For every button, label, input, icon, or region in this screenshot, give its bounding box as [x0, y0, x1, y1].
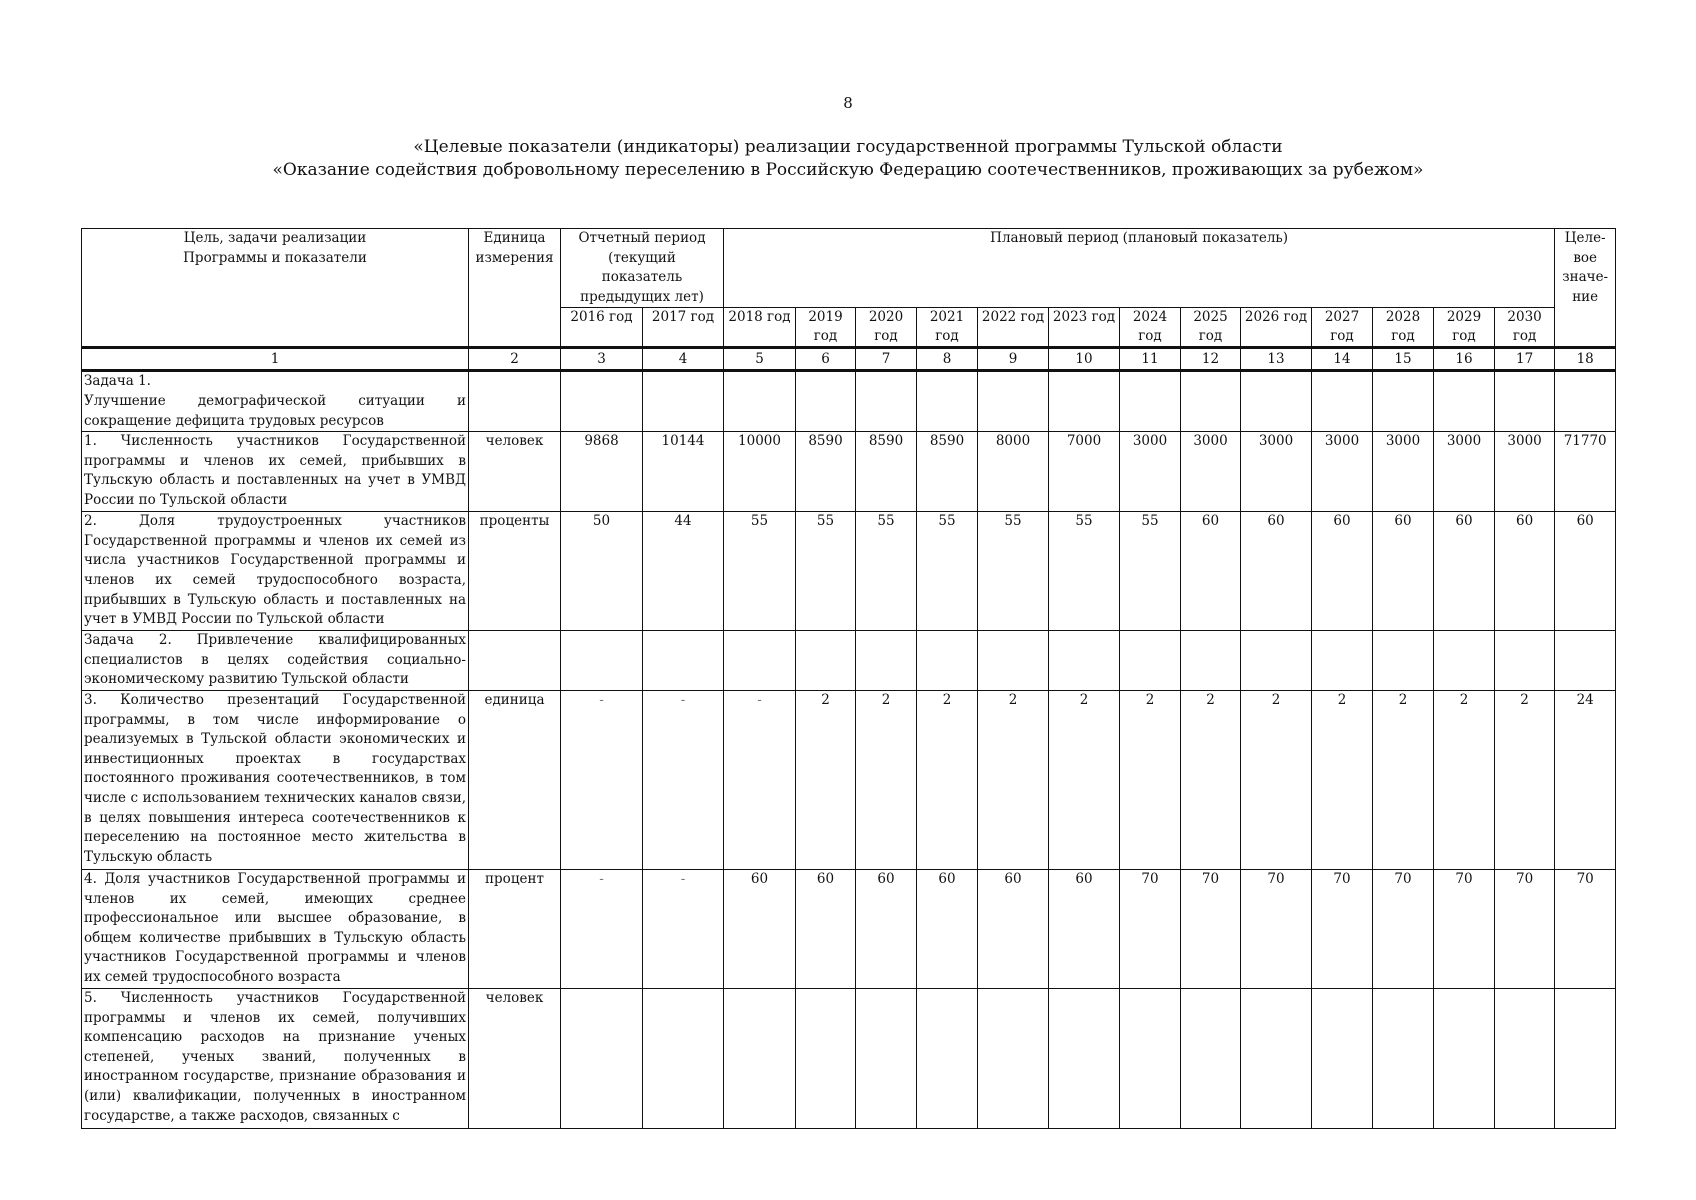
- row-value-cell: 55: [796, 512, 856, 631]
- row-value-cell: 70: [1434, 869, 1495, 988]
- row-value-cell: [1241, 371, 1312, 432]
- row-value-cell: 2: [1181, 690, 1241, 869]
- row-value-cell: 2: [856, 690, 917, 869]
- indicator-row: [82, 869, 1616, 988]
- row-name-cell: 2. Доля трудоустроенных участников Государственной программы и членов их семей из числа участников Государственной программы и членов их семей трудоспособного возраста, прибывших в Тульскую область и поставленных на учет в УМВД России по Тульской области: [82, 512, 469, 631]
- page-number: 8: [843, 94, 853, 112]
- header-year: 2024 год: [1120, 308, 1181, 348]
- row-value-cell: [724, 631, 796, 691]
- row-value-cell: 55: [724, 512, 796, 631]
- row-value-cell: [1555, 631, 1616, 691]
- row-value-cell: [1312, 631, 1373, 691]
- header-year: 2018 год: [724, 308, 796, 348]
- row-value-cell: 60: [1312, 512, 1373, 631]
- row-value-cell: 60: [1555, 512, 1616, 631]
- row-value-cell: 2: [1049, 690, 1120, 869]
- row-value-cell: 60: [1241, 512, 1312, 631]
- header-year: 2027 год: [1312, 308, 1373, 348]
- row-value-cell: 60: [917, 869, 978, 988]
- task-row: [82, 371, 1616, 432]
- header-year: 2030 год: [1495, 308, 1555, 348]
- row-value-cell: 70: [1181, 869, 1241, 988]
- header-goal: Цель, задачи реализации Программы и показатели: [82, 229, 469, 348]
- header-year: 2026 год: [1241, 308, 1312, 348]
- row-value-cell: [643, 371, 724, 432]
- row-value-cell: [978, 631, 1049, 691]
- column-numbers-row: [82, 348, 1616, 371]
- row-value-cell: [724, 371, 796, 432]
- row-value-cell: [917, 371, 978, 432]
- row-value-cell: 44: [643, 512, 724, 631]
- column-number: 7: [856, 348, 917, 371]
- title-line-2: «Оказание содействия добровольному переселению в Российскую Федерацию соотечественников, проживающих за рубежом»: [272, 160, 1424, 180]
- row-value-cell: [856, 371, 917, 432]
- row-value-cell: 2: [1312, 690, 1373, 869]
- row-value-cell: 8590: [856, 432, 917, 512]
- row-value-cell: -: [643, 869, 724, 988]
- row-value-cell: [1049, 988, 1120, 1128]
- row-value-cell: [1495, 371, 1555, 432]
- header-reporting: Отчетный период (текущий показатель предыдущих лет): [561, 229, 724, 308]
- column-number: 13: [1241, 348, 1312, 371]
- indicators-table: [81, 228, 1616, 1129]
- row-value-cell: 2: [1495, 690, 1555, 869]
- row-value-cell: [1241, 988, 1312, 1128]
- column-number: 10: [1049, 348, 1120, 371]
- row-value-cell: [856, 988, 917, 1128]
- row-value-cell: [978, 988, 1049, 1128]
- row-value-cell: [1373, 371, 1434, 432]
- row-value-cell: [917, 988, 978, 1128]
- indicator-row: [82, 988, 1616, 1128]
- header-year: 2028 год: [1373, 308, 1434, 348]
- row-value-cell: 60: [856, 869, 917, 988]
- row-value-cell: 70: [1120, 869, 1181, 988]
- row-value-cell: 3000: [1434, 432, 1495, 512]
- row-value-cell: [978, 371, 1049, 432]
- row-value-cell: 71770: [1555, 432, 1616, 512]
- row-value-cell: 8590: [917, 432, 978, 512]
- header-year: 2016 год: [561, 308, 643, 348]
- row-value-cell: 60: [1434, 512, 1495, 631]
- row-name-cell: Задача 1. Улучшение демографической ситуации и сокращение дефицита трудовых ресурсов: [82, 371, 469, 432]
- column-number: 3: [561, 348, 643, 371]
- row-value-cell: [561, 988, 643, 1128]
- header-target: Целе-вое значе-ние: [1555, 229, 1616, 348]
- row-value-cell: 10144: [643, 432, 724, 512]
- row-value-cell: -: [561, 690, 643, 869]
- column-number: 11: [1120, 348, 1181, 371]
- header-year: 2029 год: [1434, 308, 1495, 348]
- row-value-cell: 3000: [1120, 432, 1181, 512]
- row-value-cell: [643, 988, 724, 1128]
- row-value-cell: -: [643, 690, 724, 869]
- row-value-cell: 60: [1049, 869, 1120, 988]
- row-value-cell: -: [724, 690, 796, 869]
- row-value-cell: [561, 371, 643, 432]
- column-number: 4: [643, 348, 724, 371]
- row-value-cell: [1434, 371, 1495, 432]
- row-value-cell: 2: [978, 690, 1049, 869]
- row-value-cell: 70: [1241, 869, 1312, 988]
- row-value-cell: [1241, 631, 1312, 691]
- row-value-cell: [1049, 371, 1120, 432]
- row-value-cell: [724, 988, 796, 1128]
- indicator-row: [82, 512, 1616, 631]
- row-unit-cell: процент: [469, 869, 561, 988]
- row-unit-cell: проценты: [469, 512, 561, 631]
- row-value-cell: [1181, 371, 1241, 432]
- row-value-cell: [1434, 631, 1495, 691]
- header-planned: Плановый период (плановый показатель): [724, 229, 1555, 308]
- header-year: 2021 год: [917, 308, 978, 348]
- row-value-cell: 2: [1373, 690, 1434, 869]
- row-name-cell: 4. Доля участников Государственной программы и членов их семей, имеющих среднее профессиональное или высшее образование, в общем количестве прибывших в Тульскую область участников Государственной программы и членов их семей трудоспособного возраста: [82, 869, 469, 988]
- header-year: 2025 год: [1181, 308, 1241, 348]
- row-value-cell: [1495, 631, 1555, 691]
- row-value-cell: [1120, 988, 1181, 1128]
- indicator-row: [82, 690, 1616, 869]
- row-value-cell: 70: [1312, 869, 1373, 988]
- row-value-cell: [1555, 988, 1616, 1128]
- row-value-cell: [917, 631, 978, 691]
- row-value-cell: [1373, 631, 1434, 691]
- row-unit-cell: [469, 631, 561, 691]
- row-value-cell: [561, 631, 643, 691]
- row-value-cell: [1120, 371, 1181, 432]
- row-value-cell: [1495, 988, 1555, 1128]
- row-value-cell: 50: [561, 512, 643, 631]
- column-number: 12: [1181, 348, 1241, 371]
- row-name-cell: 1. Численность участников Государственной программы и членов их семей, прибывших в Тульскую область и поставленных на учет в УМВД России по Тульской области: [82, 432, 469, 512]
- row-value-cell: 55: [917, 512, 978, 631]
- row-value-cell: 9868: [561, 432, 643, 512]
- row-value-cell: [1049, 631, 1120, 691]
- row-value-cell: [1312, 988, 1373, 1128]
- column-number: 5: [724, 348, 796, 371]
- row-value-cell: 70: [1555, 869, 1616, 988]
- row-value-cell: [1373, 988, 1434, 1128]
- row-value-cell: 3000: [1495, 432, 1555, 512]
- column-number: 9: [978, 348, 1049, 371]
- row-name-cell: 3. Количество презентаций Государственной программы, в том числе информирование о реализуемых в Тульской области экономических и инвестиционных проектах в государствах постоянного проживания соотечественников, в том числе с использованием технических каналов связи, в целях повышения интереса соотечественников к переселению на постоянное место жительства в Тульскую область: [82, 690, 469, 869]
- row-value-cell: [1434, 988, 1495, 1128]
- indicator-row: [82, 432, 1616, 512]
- row-value-cell: 3000: [1181, 432, 1241, 512]
- row-unit-cell: [469, 371, 561, 432]
- row-value-cell: 70: [1373, 869, 1434, 988]
- row-name-cell: 5. Численность участников Государственной программы и членов их семей, получивших компенсацию расходов на признание ученых степеней, ученых званий, полученных в иностранном государстве, признание образования и (или) квалификации, полученных в иностранном государстве, а также расходов, связанных с: [82, 988, 469, 1128]
- title-line-1: «Целевые показатели (индикаторы) реализации государственной программы Тульской области: [413, 137, 1283, 157]
- row-value-cell: 55: [1049, 512, 1120, 631]
- column-number: 1: [82, 348, 469, 371]
- row-value-cell: 60: [1495, 512, 1555, 631]
- header-year: 2022 год: [978, 308, 1049, 348]
- column-number: 14: [1312, 348, 1373, 371]
- row-value-cell: 8000: [978, 432, 1049, 512]
- row-value-cell: [1555, 371, 1616, 432]
- row-unit-cell: человек: [469, 432, 561, 512]
- row-value-cell: 2: [1434, 690, 1495, 869]
- row-value-cell: [796, 631, 856, 691]
- row-value-cell: 2: [917, 690, 978, 869]
- row-value-cell: [643, 631, 724, 691]
- row-value-cell: 60: [978, 869, 1049, 988]
- task-row: [82, 631, 1616, 691]
- row-value-cell: 24: [1555, 690, 1616, 869]
- column-number: 8: [917, 348, 978, 371]
- row-value-cell: 60: [1373, 512, 1434, 631]
- document-title: [0, 136, 1696, 182]
- row-value-cell: 7000: [1049, 432, 1120, 512]
- row-value-cell: [856, 631, 917, 691]
- column-number: 15: [1373, 348, 1434, 371]
- header-year: 2017 год: [643, 308, 724, 348]
- column-number: 17: [1495, 348, 1555, 371]
- row-value-cell: [796, 371, 856, 432]
- header-unit: Единица измерения: [469, 229, 561, 348]
- row-value-cell: -: [561, 869, 643, 988]
- row-value-cell: 3000: [1312, 432, 1373, 512]
- row-value-cell: [1181, 631, 1241, 691]
- row-value-cell: 2: [1241, 690, 1312, 869]
- row-value-cell: 3000: [1241, 432, 1312, 512]
- row-value-cell: [1312, 371, 1373, 432]
- row-value-cell: 70: [1495, 869, 1555, 988]
- row-value-cell: [1120, 631, 1181, 691]
- column-number: 6: [796, 348, 856, 371]
- row-name-cell: Задача 2. Привлечение квалифицированных специалистов в целях содействия социально-экономическому развитию Тульской области: [82, 631, 469, 691]
- row-unit-cell: человек: [469, 988, 561, 1128]
- header-year: 2020 год: [856, 308, 917, 348]
- row-value-cell: 60: [1181, 512, 1241, 631]
- row-value-cell: 55: [978, 512, 1049, 631]
- row-value-cell: [1181, 988, 1241, 1128]
- header-year: 2019 год: [796, 308, 856, 348]
- row-value-cell: 55: [1120, 512, 1181, 631]
- row-value-cell: 2: [1120, 690, 1181, 869]
- row-value-cell: [796, 988, 856, 1128]
- column-number: 16: [1434, 348, 1495, 371]
- row-value-cell: 60: [724, 869, 796, 988]
- row-value-cell: 55: [856, 512, 917, 631]
- column-number: 18: [1555, 348, 1616, 371]
- column-number: 2: [469, 348, 561, 371]
- header-year: 2023 год: [1049, 308, 1120, 348]
- row-value-cell: 60: [796, 869, 856, 988]
- row-value-cell: 2: [796, 690, 856, 869]
- row-value-cell: 3000: [1373, 432, 1434, 512]
- row-unit-cell: единица: [469, 690, 561, 869]
- row-value-cell: 8590: [796, 432, 856, 512]
- row-value-cell: 10000: [724, 432, 796, 512]
